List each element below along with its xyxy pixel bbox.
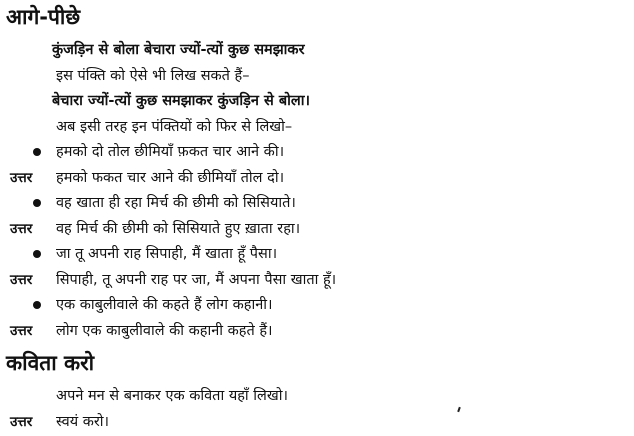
- bullet-icon: [33, 301, 41, 309]
- example-line-bold-1: कुंजड़िन से बोला बेचारा ज्यों-त्यों कुछ समझाकर: [52, 42, 305, 58]
- answer-line-4: लोग एक काबुलीवाले की कहानी कहते हैं।: [56, 323, 273, 339]
- answer-line-3: सिपाही, तू अपनी राह पर जा, मैं अपना पैसा खाता हूँ।: [56, 272, 337, 288]
- bullet-icon: [33, 148, 41, 156]
- answer-line-2: वह मिर्च की छीमी को सिसियाते हुए ख़ाता रहा।: [56, 221, 301, 237]
- section2-instruction-line: अपने मन से बनाकर एक कविता यहाँ लिखो।: [56, 388, 288, 404]
- question-line-2: वह खाता ही रहा मिर्च की छीमी को सिसियाते।: [56, 195, 296, 211]
- section-heading-kavita-karo: कविता करो: [6, 351, 95, 375]
- intro-line: इस पंक्ति को ऐसे भी लिख सकते हैं–: [56, 68, 250, 84]
- question-line-3: जा तू अपनी राह सिपाही, मैं खाता हूँ पैसा।: [56, 246, 278, 262]
- answer-line-1: हमको फकत चार आने की छीमियाँ तोल दो।: [56, 170, 285, 186]
- answer-label-4: उत्तर: [10, 323, 33, 339]
- scan-speck-mark: [457, 407, 461, 412]
- question-line-4: एक काबुलीवाले की कहते हैं लोग कहानी।: [56, 297, 273, 313]
- section2-answer-line: स्वयं करो।: [56, 414, 110, 430]
- answer-label-2: उत्तर: [10, 221, 33, 237]
- section-heading-aage-peechhe: आगे-पीछे: [6, 5, 81, 29]
- answer-label-3: उत्तर: [10, 272, 33, 288]
- instruction-line: अब इसी तरह इन पंक्तियों को फिर से लिखो–: [56, 119, 293, 135]
- example-line-bold-2: बेचारा ज्यों-त्यों कुछ समझाकर कुंजड़िन से बोला।: [52, 93, 310, 109]
- section2-answer-label: उत्तर: [10, 414, 33, 430]
- bullet-icon: [33, 199, 41, 207]
- answer-label-1: उत्तर: [10, 170, 33, 186]
- question-line-1: हमको दो तोल छीमियाँ फ़कत चार आने की।: [56, 144, 285, 160]
- bullet-icon: [33, 250, 41, 258]
